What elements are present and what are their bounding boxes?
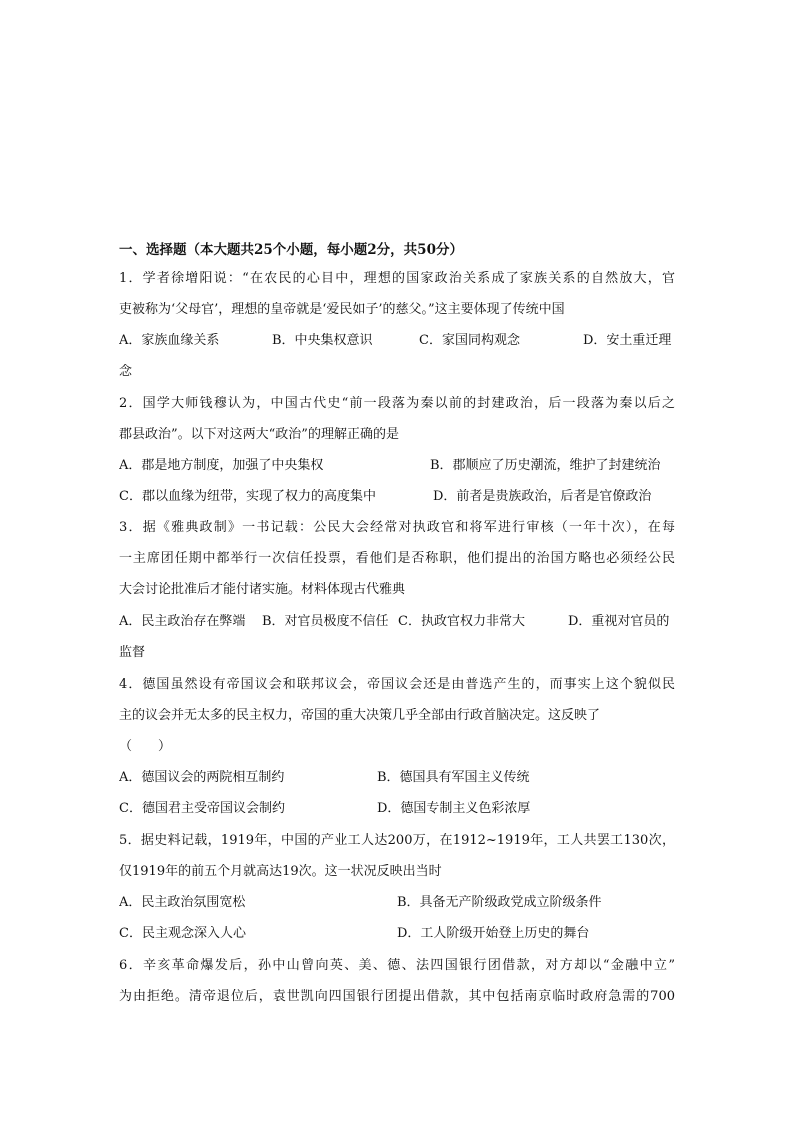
q1-option-d-continued: 念 — [119, 364, 133, 379]
q3-stem-line-1: 3．据《雅典政制》一书记载：公民大会经常对执政官和将军进行审核（一年十次），在每 — [119, 520, 675, 535]
q5-stem-line-2: 仅1919年的前五个月就高达19次。这一状况反映出当时 — [119, 864, 442, 879]
q1-options-row — [119, 333, 675, 349]
q1-option-a[interactable]: A．家族血缘关系 — [119, 333, 220, 348]
q6-stem-line-2: 为由拒绝。清帝退位后，袁世凯向四国银行团提出借款，其中包括南京临时政府急需的700 — [119, 989, 675, 1004]
q3-option-a[interactable]: A．民主政治存在弊端 — [119, 614, 246, 629]
q2-stem-line-2: 郡县政治”。以下对这两大“政治”的理解正确的是 — [119, 427, 399, 442]
q2-options-row-1 — [119, 458, 675, 474]
q3-option-d-continued: 监督 — [119, 645, 146, 660]
q6-stem-line-1: 6．辛亥革命爆发后，孙中山曾向英、美、德、法四国银行团借款，对方却以“金融中立” — [119, 958, 675, 973]
q3-option-c[interactable]: C．执政官权力非常大 — [398, 614, 525, 629]
q2-option-c[interactable]: C．郡以血缘为纽带，实现了权力的高度集中 — [119, 489, 376, 504]
q1-option-b[interactable]: B．中央集权意识 — [272, 333, 373, 348]
q3-option-d[interactable]: D．重视对官员的 — [568, 614, 670, 629]
q2-options-row-2 — [119, 489, 675, 505]
q1-stem-line-1: 1．学者徐增阳说：“在农民的心目中，理想的国家政治关系成了家族关系的自然放大，官 — [119, 271, 675, 286]
q5-stem-line-1: 5．据史料记载，1919年，中国的产业工人达200万，在1912~1919年，工人共罢工130次， — [119, 833, 675, 848]
q4-stem-line-1: 4．德国虽然设有帝国议会和联邦议会，帝国议会还是由普选产生的，而事实上这个貌似民 — [119, 677, 675, 692]
q5-option-c[interactable]: C．民主观念深入人心 — [119, 926, 246, 941]
q5-options-row-1 — [119, 895, 675, 911]
q4-option-b[interactable]: B．德国具有军国主义传统 — [377, 770, 530, 785]
q3-options-row — [119, 614, 675, 630]
q4-stem-line-2: 主的议会并无太多的民主权力，帝国的重大决策几乎全部由行政首脑决定。这反映了 — [119, 708, 601, 723]
q4-options-row-1 — [119, 770, 675, 786]
section-title: 一、选择题（本大题共25个小题，每小题2分，共50分） — [119, 242, 463, 258]
q1-stem-line-2: 吏被称为‘父母官’，理想的皇帝就是‘爱民如子’的慈父。”这主要体现了传统中国 — [119, 302, 565, 317]
q4-options-row-2 — [119, 801, 675, 817]
q4-option-c[interactable]: C．德国君主受帝国议会制约 — [119, 801, 285, 816]
q5-option-d[interactable]: D．工人阶级开始登上历史的舞台 — [397, 926, 590, 941]
q3-stem-line-2: 一主席团任期中都举行一次信任投票，看他们是否称职，他们提出的治国方略也必须经公民 — [119, 551, 675, 566]
q5-option-b[interactable]: B．具备无产阶级政党成立阶级条件 — [397, 895, 602, 910]
q3-stem-line-3: 大会讨论批准后才能付诸实施。材料体现古代雅典 — [119, 582, 406, 597]
q1-option-c[interactable]: C．家国同构观念 — [419, 333, 520, 348]
q4-option-a[interactable]: A．德国议会的两院相互制约 — [119, 770, 285, 785]
q2-option-b[interactable]: B．郡顺应了历史潮流，维护了封建统治 — [430, 458, 661, 473]
q4-option-d[interactable]: D．德国专制主义色彩浓厚 — [377, 801, 531, 816]
q3-option-b[interactable]: B．对官员极度不信任 — [262, 614, 389, 629]
q2-option-d[interactable]: D．前者是贵族政治，后者是官僚政治 — [433, 489, 652, 504]
q2-option-a[interactable]: A．郡是地方制度，加强了中央集权 — [119, 458, 324, 473]
answer-bracket: （ ） — [119, 739, 172, 754]
q5-option-a[interactable]: A．民主政治氛围宽松 — [119, 895, 246, 910]
q1-option-d[interactable]: D．安土重迁理 — [583, 333, 672, 348]
q2-stem-line-1: 2．国学大师钱穆认为，中国古代史“前一段落为秦以前的封建政治，后一段落为秦以后之 — [119, 396, 675, 411]
q5-options-row-2 — [119, 926, 675, 942]
